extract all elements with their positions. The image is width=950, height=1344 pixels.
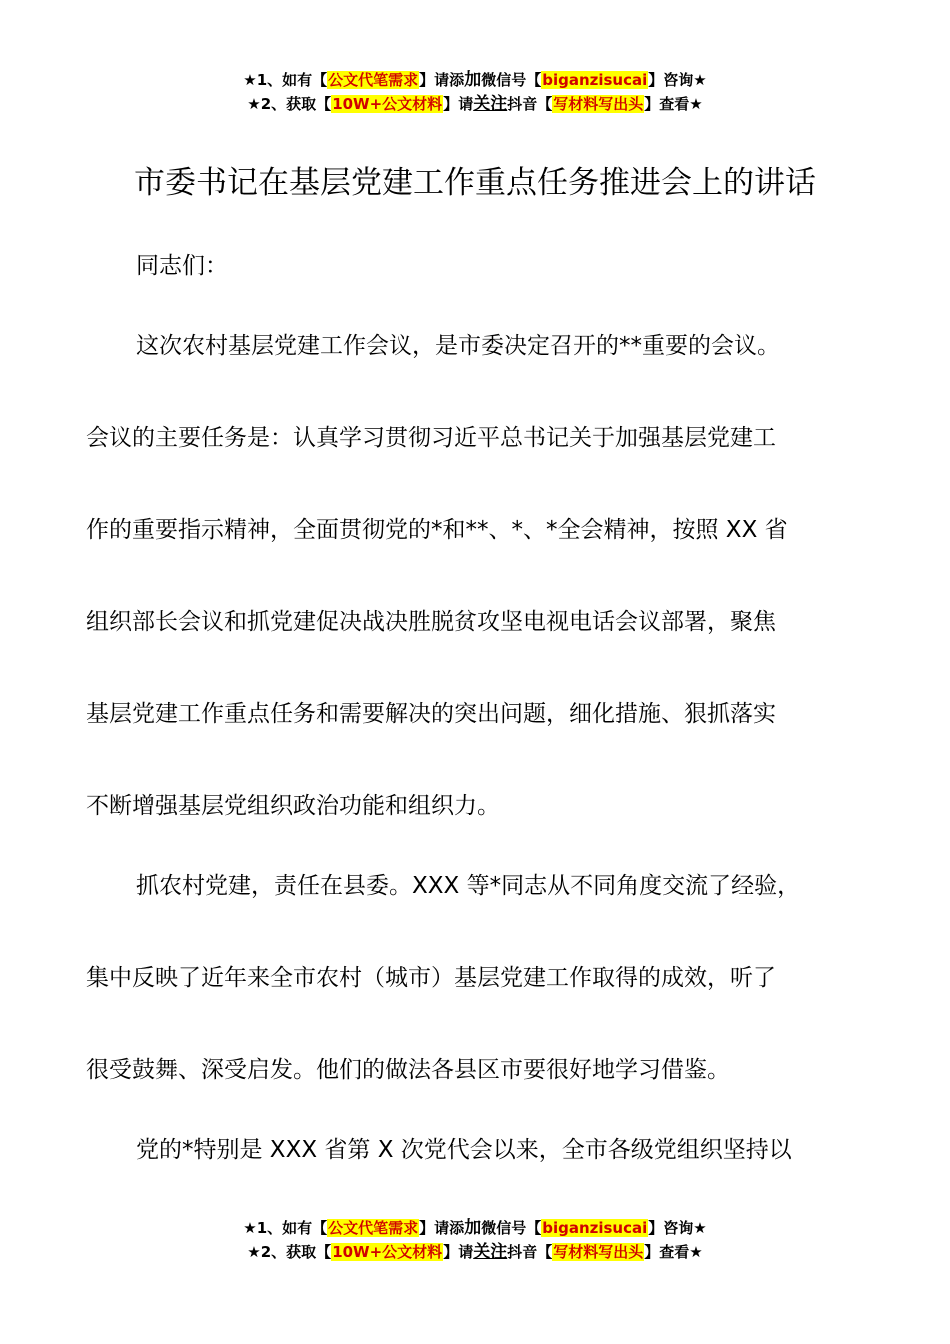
promo-line-2	[0, 1240, 950, 1264]
promo-text: 】请添	[419, 1219, 465, 1237]
promo-text: 微信号【	[481, 71, 542, 89]
paragraph-1	[86, 300, 886, 852]
promo-highlight: 公文代笔需求	[328, 1219, 419, 1237]
promo-text: 微信号【	[481, 1219, 542, 1237]
paragraph-line: 组织部长会议和抓党建促决战决胜脱贫攻坚电视电话会议部署，聚焦	[86, 609, 776, 635]
paragraph-line: 党的*特别是 XXX 省第 X 次党代会以来，全市各级党组织坚持以	[136, 1137, 792, 1163]
paragraph-line: 抓农村党建，责任在县委。XXX 等*同志从不同角度交流了经验，	[136, 873, 801, 899]
paragraph-line: 很受鼓舞、深受启发。他们的做法各县区市要很好地学习借鉴。	[86, 1057, 730, 1083]
promo-highlight: 公文代笔需求	[328, 71, 419, 89]
promo-text: 】请	[443, 95, 474, 113]
promo-line-2	[0, 92, 950, 116]
promo-line-1	[0, 68, 950, 92]
paragraph-line: 作的重要指示精神，全面贯彻党的*和**、*、*全会精神，按照 XX 省	[86, 517, 788, 543]
promo-text: 】咨询★	[648, 1219, 707, 1237]
promo-text: 】查看★	[644, 95, 703, 113]
promo-emphasis: 加	[464, 1218, 482, 1238]
promo-text: 抖音【	[507, 1243, 553, 1261]
promo-highlight: biganzisucai	[542, 1219, 648, 1237]
paragraph-3	[86, 1104, 886, 1196]
document-title: 市委书记在基层党建工作重点任务推进会上的讲话	[134, 164, 816, 201]
promo-text: ★2、获取【	[247, 95, 332, 113]
promo-text: 】请	[443, 1243, 474, 1261]
promo-text: 】请添	[419, 71, 465, 89]
paragraph-line: 集中反映了近年来全市农村（城市）基层党建工作取得的成效，听了	[86, 965, 776, 991]
promo-highlight: 10W+公文材料	[332, 1243, 443, 1261]
paragraph-line: 不断增强基层党组织政治功能和组织力。	[86, 793, 500, 819]
promo-text: 抖音【	[507, 95, 553, 113]
promo-text: ★1、如有【	[243, 1219, 328, 1237]
promo-highlight: 写材料写出头	[553, 95, 644, 113]
promo-emphasis: 关注	[473, 1242, 508, 1262]
promo-text: ★2、获取【	[247, 1243, 332, 1261]
salutation: 同志们：	[136, 253, 228, 279]
promo-emphasis: 关注	[473, 94, 508, 114]
promo-highlight: biganzisucai	[542, 71, 648, 89]
paragraph-2	[86, 840, 886, 1116]
paragraph-line: 会议的主要任务是：认真学习贯彻习近平总书记关于加强基层党建工	[86, 425, 776, 451]
paragraph-line: 基层党建工作重点任务和需要解决的突出问题，细化措施、狠抓落实	[86, 701, 776, 727]
promo-highlight: 10W+公文材料	[332, 95, 443, 113]
promo-emphasis: 加	[464, 70, 482, 90]
paragraph-line: 这次农村基层党建工作会议，是市委决定召开的**重要的会议。	[136, 333, 780, 359]
promo-text: 】咨询★	[648, 71, 707, 89]
promo-text: ★1、如有【	[243, 71, 328, 89]
footer-promo-banner	[0, 1216, 950, 1264]
promo-text: 】查看★	[644, 1243, 703, 1261]
header-promo-banner	[0, 68, 950, 116]
promo-line-1	[0, 1216, 950, 1240]
promo-highlight: 写材料写出头	[553, 1243, 644, 1261]
